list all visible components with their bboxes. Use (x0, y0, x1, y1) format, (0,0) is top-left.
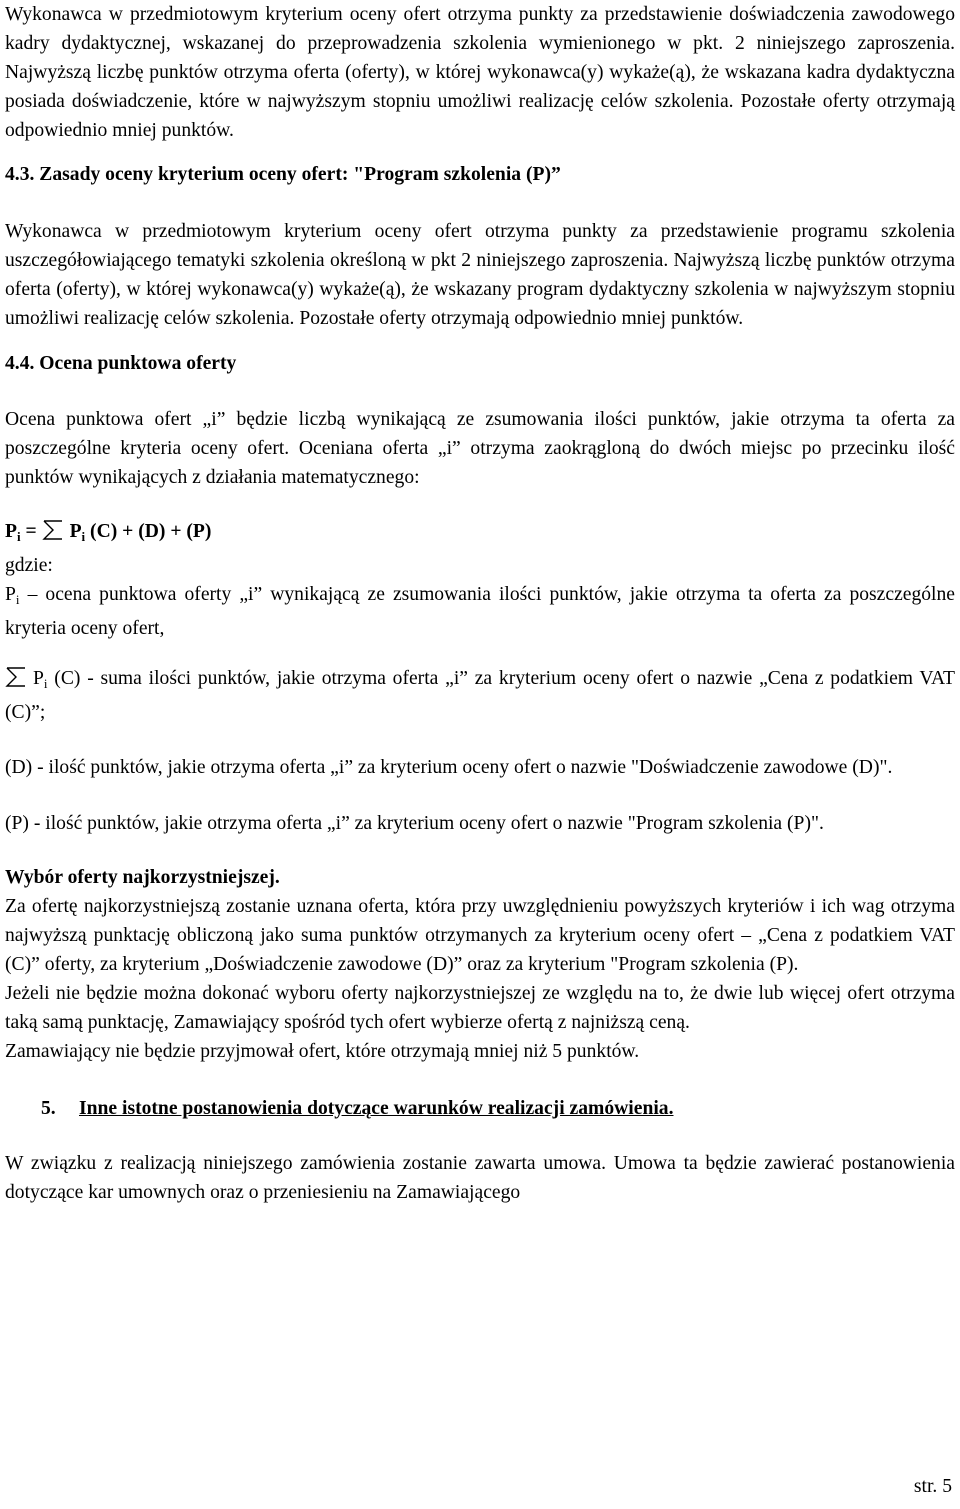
definition-p: (P) - ilość punktów, jakie otrzyma oferta „i” za kryterium oceny ofert o nazwie "Program szkolenia (P)". (5, 813, 824, 834)
formula-lhs: P (5, 521, 17, 542)
paragraph-scoring: Ocena punktowa ofert „i” będzie liczbą wynikającą ze zsumowania ilości punktów, jakie otrzyma ta oferta za poszczególne kryteria oceny ofert. Oceniana oferta „i” otrzyma zaokrągloną do dwóch miejsc po przecinku ilość punktów wynikających z działania matematycznego: (5, 409, 955, 488)
formula-eq: = (20, 521, 42, 542)
sum-icon (5, 667, 29, 687)
paragraph-contract: W związku z realizacją niniejszego zamówienia zostanie zawarta umowa. Umowa ta będzie zawierać postanowienia dotyczące kar umownych oraz o przeniesieniu na Zamawiającego (5, 1153, 955, 1203)
section-5-heading (5, 1094, 955, 1123)
formula-lhs-sub: i (16, 529, 21, 544)
definition-pi (5, 580, 955, 643)
formula (5, 517, 955, 551)
paragraph-program-criterion: Wykonawca w przedmiotowym kryterium oceny ofert otrzyma punkty za przedstawienie programu szkolenia uszczegółowiającego tematyki szkolenia określoną w pkt 2 niniejszego zaproszenia. Najwyższą liczbę punktów otrzyma oferta (oferty), w której wykonawca(y) wykaże(ą), że wskazany program dydaktyczny szkolenia w najwyższym stopniu umożliwi realizację celów szkolenia. Pozostałe oferty otrzymają odpowiednio mniej punktów. (5, 221, 955, 329)
definition-sum-c (5, 664, 955, 727)
formula-term: P (69, 521, 82, 542)
wybor-paragraph-3: Zamawiający nie będzie przyjmował ofert, które otrzymają mniej niż 5 punktów. (5, 1041, 640, 1062)
def-c-symbol: P (33, 668, 44, 689)
def-c-sub: i (43, 676, 48, 691)
def-pi-symbol: P (5, 584, 16, 605)
formula-term-sub: i (81, 529, 86, 544)
def-c-text: (C) - suma ilości punktów, jakie otrzyma oferta „i” za kryterium oceny ofert o nazwie „Cena z podatkiem VAT (C)”; (5, 668, 955, 723)
formula-rest: (C) + (D) + (P) (85, 521, 212, 542)
definition-d: (D) - ilość punktów, jakie otrzyma oferta „i” za kryterium oceny ofert o nazwie "Doświadczenie zawodowe (D)". (5, 757, 893, 778)
wybor-paragraph-1: Za ofertę najkorzystniejszą zostanie uznana oferta, która przy uwzględnieniu powyższych kryteriów i ich wag otrzyma najwyższą punktację obliczoną jako suma punktów otrzymanych za kryterium oceny ofert – „Cena z podatkiem VAT (C)” oferty, za kryterium „Doświadczenie zawodowe (D)” oraz za kryterium "Program szkolenia (P). (5, 896, 955, 975)
sum-icon (42, 520, 66, 540)
wybor-heading: Wybór oferty najkorzystniejszej. (5, 867, 280, 888)
wybor-paragraph-2: Jeżeli nie będzie można dokonać wyboru oferty najkorzystniejszej ze względu na to, że dwie lub więcej ofert otrzyma taką samą punktację, Zamawiający spośród tych ofert wybierze ofertą z najniższą ceną. (5, 983, 955, 1033)
def-pi-sub: i (15, 592, 20, 607)
section-5-title: Inne istotne postanowienia dotyczące warunków realizacji zamówienia. (79, 1098, 674, 1119)
heading-4-3: 4.3. Zasady oceny kryterium oceny ofert: "Program szkolenia (P)” (5, 164, 561, 185)
page-number: str. 5 (913, 1476, 952, 1497)
paragraph-experience-criterion: Wykonawca w przedmiotowym kryterium oceny ofert otrzyma punkty za przedstawienie doświadczenia zawodowego kadry dydaktycznej, wskazanej do przeprowadzenia szkolenia wymienionego w pkt. 2 niniejszego zaproszenia. Najwyższą liczbę punktów otrzyma oferta (oferty), w której wykonawca(y) wykaże(ą), że wskazana kadra dydaktyczna posiada doświadczenie, które w najwyższym stopniu umożliwi realizację celów szkolenia. Pozostałe oferty otrzymają odpowiednio mniej punktów. (5, 4, 955, 141)
section-5-number: 5. (41, 1098, 56, 1119)
document-page (5, 0, 955, 1207)
gdzie-label: gdzie: (5, 555, 53, 576)
heading-4-4: 4.4. Ocena punktowa oferty (5, 353, 237, 374)
def-pi-text: – ocena punktowa oferty „i” wynikającą ze zsumowania ilości punktów, jakie otrzyma ta oferta za poszczególne kryteria oceny ofert, (5, 584, 955, 639)
